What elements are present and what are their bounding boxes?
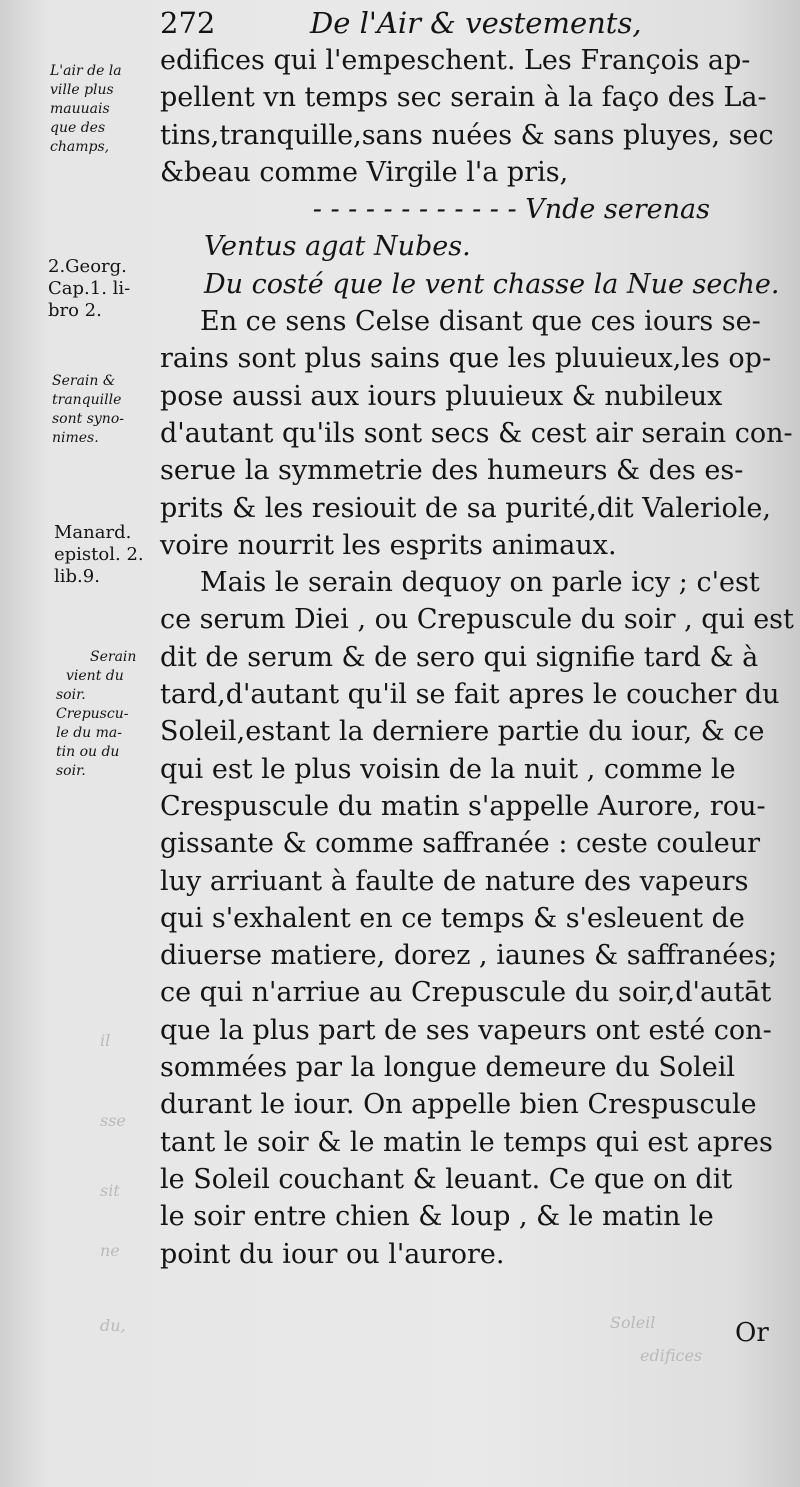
text-line: tins,tranquille,sans nuées & sans pluyes, sec bbox=[160, 119, 774, 151]
margin-note-georgics: 2.Georg. Cap.1. li- bro 2. bbox=[48, 256, 131, 321]
showthrough-text: Soleil bbox=[610, 1313, 656, 1332]
text-line: qui est le plus voisin de la nuit , comme le bbox=[160, 753, 736, 785]
catchword: Or bbox=[735, 1318, 769, 1348]
text-line: sommées par la longue demeure du Soleil bbox=[160, 1052, 736, 1084]
translation-line: Du costé que le vent chasse la Nue seche. bbox=[204, 268, 780, 300]
page-header bbox=[160, 4, 760, 44]
text-line: ce serum Diei , ou Crepuscule du soir , qui est bbox=[160, 604, 794, 636]
margin-note-city-air: L'air de la ville plus mauuais que des champs, bbox=[50, 63, 122, 155]
showthrough-text: sse bbox=[100, 1111, 126, 1130]
margin-note-synonymes: Serain & tranquille sont syno- nimes. bbox=[52, 373, 124, 446]
showthrough-text: du, bbox=[100, 1316, 126, 1335]
text-line: gissante & comme saffranée : ceste couleur bbox=[160, 828, 761, 860]
margin-note-manard: Manard. epistol. 2. lib.9. bbox=[54, 522, 144, 587]
text-line: le Soleil couchant & leuant. Ce que on dit bbox=[160, 1163, 733, 1195]
margin-note-crepuscule: Serain vient du soir. Crepuscu- le du ma- tin ou du soir. bbox=[56, 649, 137, 779]
text-line: edifices qui l'empeschent. Les François ap- bbox=[160, 45, 751, 76]
text-line: serue la symmetrie des humeurs & des es- bbox=[160, 455, 744, 487]
text-line: durant le iour. On appelle bien Crespuscule bbox=[160, 1089, 757, 1121]
text-line: luy arriuant à faulte de nature des vapeurs bbox=[160, 865, 749, 897]
text-line: pellent vn temps sec serain à la faço des La- bbox=[160, 82, 767, 114]
verse-line: - - - - - - - - - - - - Vnde serenas bbox=[312, 194, 710, 226]
text-line: dit de serum & de sero qui signifie tard & à bbox=[160, 641, 759, 673]
showthrough-text: ne bbox=[100, 1241, 120, 1260]
text-line: qui s'exhalent en ce temps & s'esleuent de bbox=[160, 902, 745, 934]
text-line: tant le soir & le matin le temps qui est apres bbox=[160, 1126, 773, 1158]
text-line: d'autant qu'ils sont secs & cest air serain con- bbox=[160, 417, 793, 449]
main-text bbox=[160, 42, 794, 1273]
text-line: Soleil,estant la derniere partie du iour, & ce bbox=[160, 716, 765, 748]
text-line: voire nourrit les esprits animaux. bbox=[160, 529, 617, 561]
text-line: diuerse matiere, dorez , iaunes & saffranées; bbox=[160, 940, 778, 972]
text-line: rains sont plus sains que les pluuieux,les op- bbox=[160, 343, 772, 375]
running-title: De l'Air & vestements, bbox=[310, 6, 642, 40]
text-line: En ce sens Celse disant que ces iours se- bbox=[200, 306, 761, 338]
showthrough-text: il bbox=[100, 1031, 111, 1050]
page-number: 272 bbox=[160, 6, 216, 40]
text-line: ce qui n'arriue au Crepuscule du soir,d'autāt bbox=[160, 977, 772, 1009]
text-line: le soir entre chien & loup , & le matin le bbox=[160, 1201, 714, 1233]
text-line: tard,d'autant qu'il se fait apres le coucher du bbox=[160, 679, 780, 711]
text-line: point du iour ou l'aurore. bbox=[160, 1238, 505, 1270]
text-line: pose aussi aux iours pluuieux & nubileux bbox=[160, 380, 723, 412]
text-line: Mais le serain dequoy on parle icy ; c'est bbox=[200, 567, 760, 599]
verse-line: Ventus agat Nubes. bbox=[204, 231, 471, 263]
text-line: &beau comme Virgile l'a pris, bbox=[160, 156, 569, 188]
text-line: prits & les resiouit de sa purité,dit Valeriole, bbox=[160, 492, 771, 524]
showthrough-text: edifices bbox=[640, 1346, 703, 1365]
showthrough-text: sit bbox=[100, 1181, 120, 1200]
text-line: que la plus part de ses vapeurs ont esté con- bbox=[160, 1014, 772, 1046]
text-line: Crespuscule du matin s'appelle Aurore, rou- bbox=[160, 790, 766, 822]
